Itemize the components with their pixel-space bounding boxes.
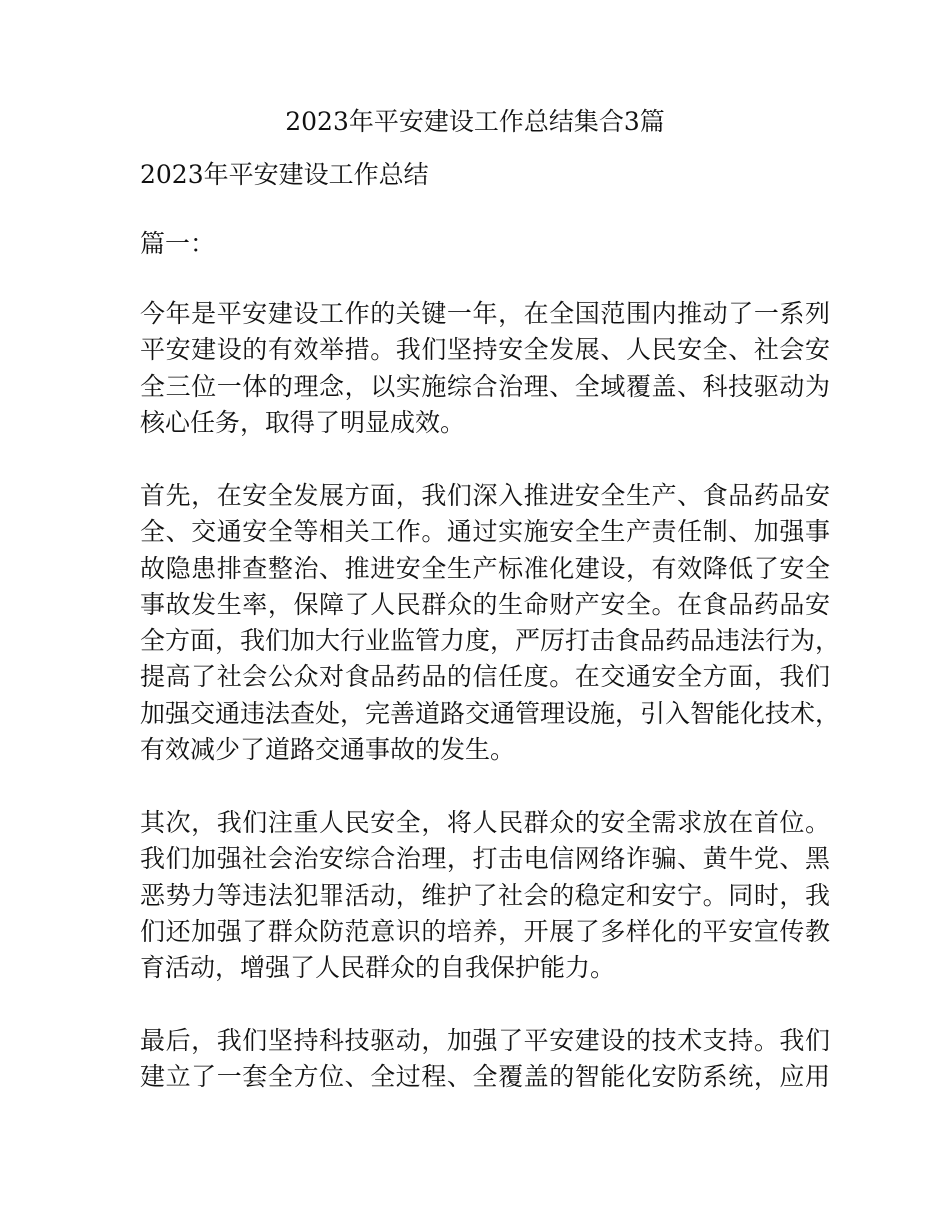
section-label: 篇一：	[140, 229, 216, 258]
paragraph-line: 全方面，我们加大行业监管力度，严厉打击食品药品违法行为，	[140, 626, 841, 656]
paragraph-line: 们还加强了群众防范意识的培养，开展了多样化的平安宣传教	[140, 916, 830, 946]
paragraph-line: 加强交通违法查处，完善道路交通管理设施，引入智能化技术，	[140, 698, 841, 728]
paragraph-technology	[140, 1023, 830, 1096]
paragraph-line: 育活动，增强了人民群众的自我保护能力。	[140, 953, 616, 983]
paragraph-line: 建立了一套全方位、全过程、全覆盖的智能化安防系统，应用	[140, 1062, 830, 1092]
paragraph-line: 首先，在安全发展方面，我们深入推进安全生产、食品药品安	[140, 481, 830, 510]
paragraph-line: 事故发生率，保障了人民群众的生命财产安全。在食品药品安	[140, 589, 830, 619]
document-subtitle: 2023年平安建设工作总结	[140, 160, 429, 189]
paragraph-line: 最后，我们坚持科技驱动，加强了平安建设的技术支持。我们	[140, 1026, 830, 1055]
paragraph-line: 恶势力等违法犯罪活动，维护了社会的稳定和安宁。同时，我	[140, 880, 830, 910]
paragraph-people-safety	[140, 805, 830, 986]
paragraph-line: 核心任务，取得了明显成效。	[140, 407, 466, 437]
paragraph-line: 今年是平安建设工作的关键一年，在全国范围内推动了一系列	[140, 299, 830, 328]
paragraph-line: 故隐患排查整治、推进安全生产标准化建设，有效降低了安全	[140, 553, 830, 583]
paragraph-safety-development	[140, 478, 841, 768]
paragraph-intro	[140, 296, 830, 441]
paragraph-line: 平安建设的有效举措。我们坚持安全发展、人民安全、社会安	[140, 335, 830, 365]
paragraph-line: 其次，我们注重人民安全，将人民群众的安全需求放在首位。	[140, 808, 830, 837]
paragraph-line: 有效减少了道路交通事故的发生。	[140, 735, 516, 765]
paragraph-line: 全、交通安全等相关工作。通过实施安全生产责任制、加强事	[140, 517, 830, 547]
paragraph-line: 全三位一体的理念，以实施综合治理、全域覆盖、科技驱动为	[140, 371, 830, 401]
paragraph-line: 提高了社会公众对食品药品的信任度。在交通安全方面，我们	[140, 662, 830, 692]
paragraph-line: 我们加强社会治安综合治理，打击电信网络诈骗、黄牛党、黑	[140, 844, 830, 874]
document-title: 2023年平安建设工作总结集合3篇	[285, 107, 665, 136]
